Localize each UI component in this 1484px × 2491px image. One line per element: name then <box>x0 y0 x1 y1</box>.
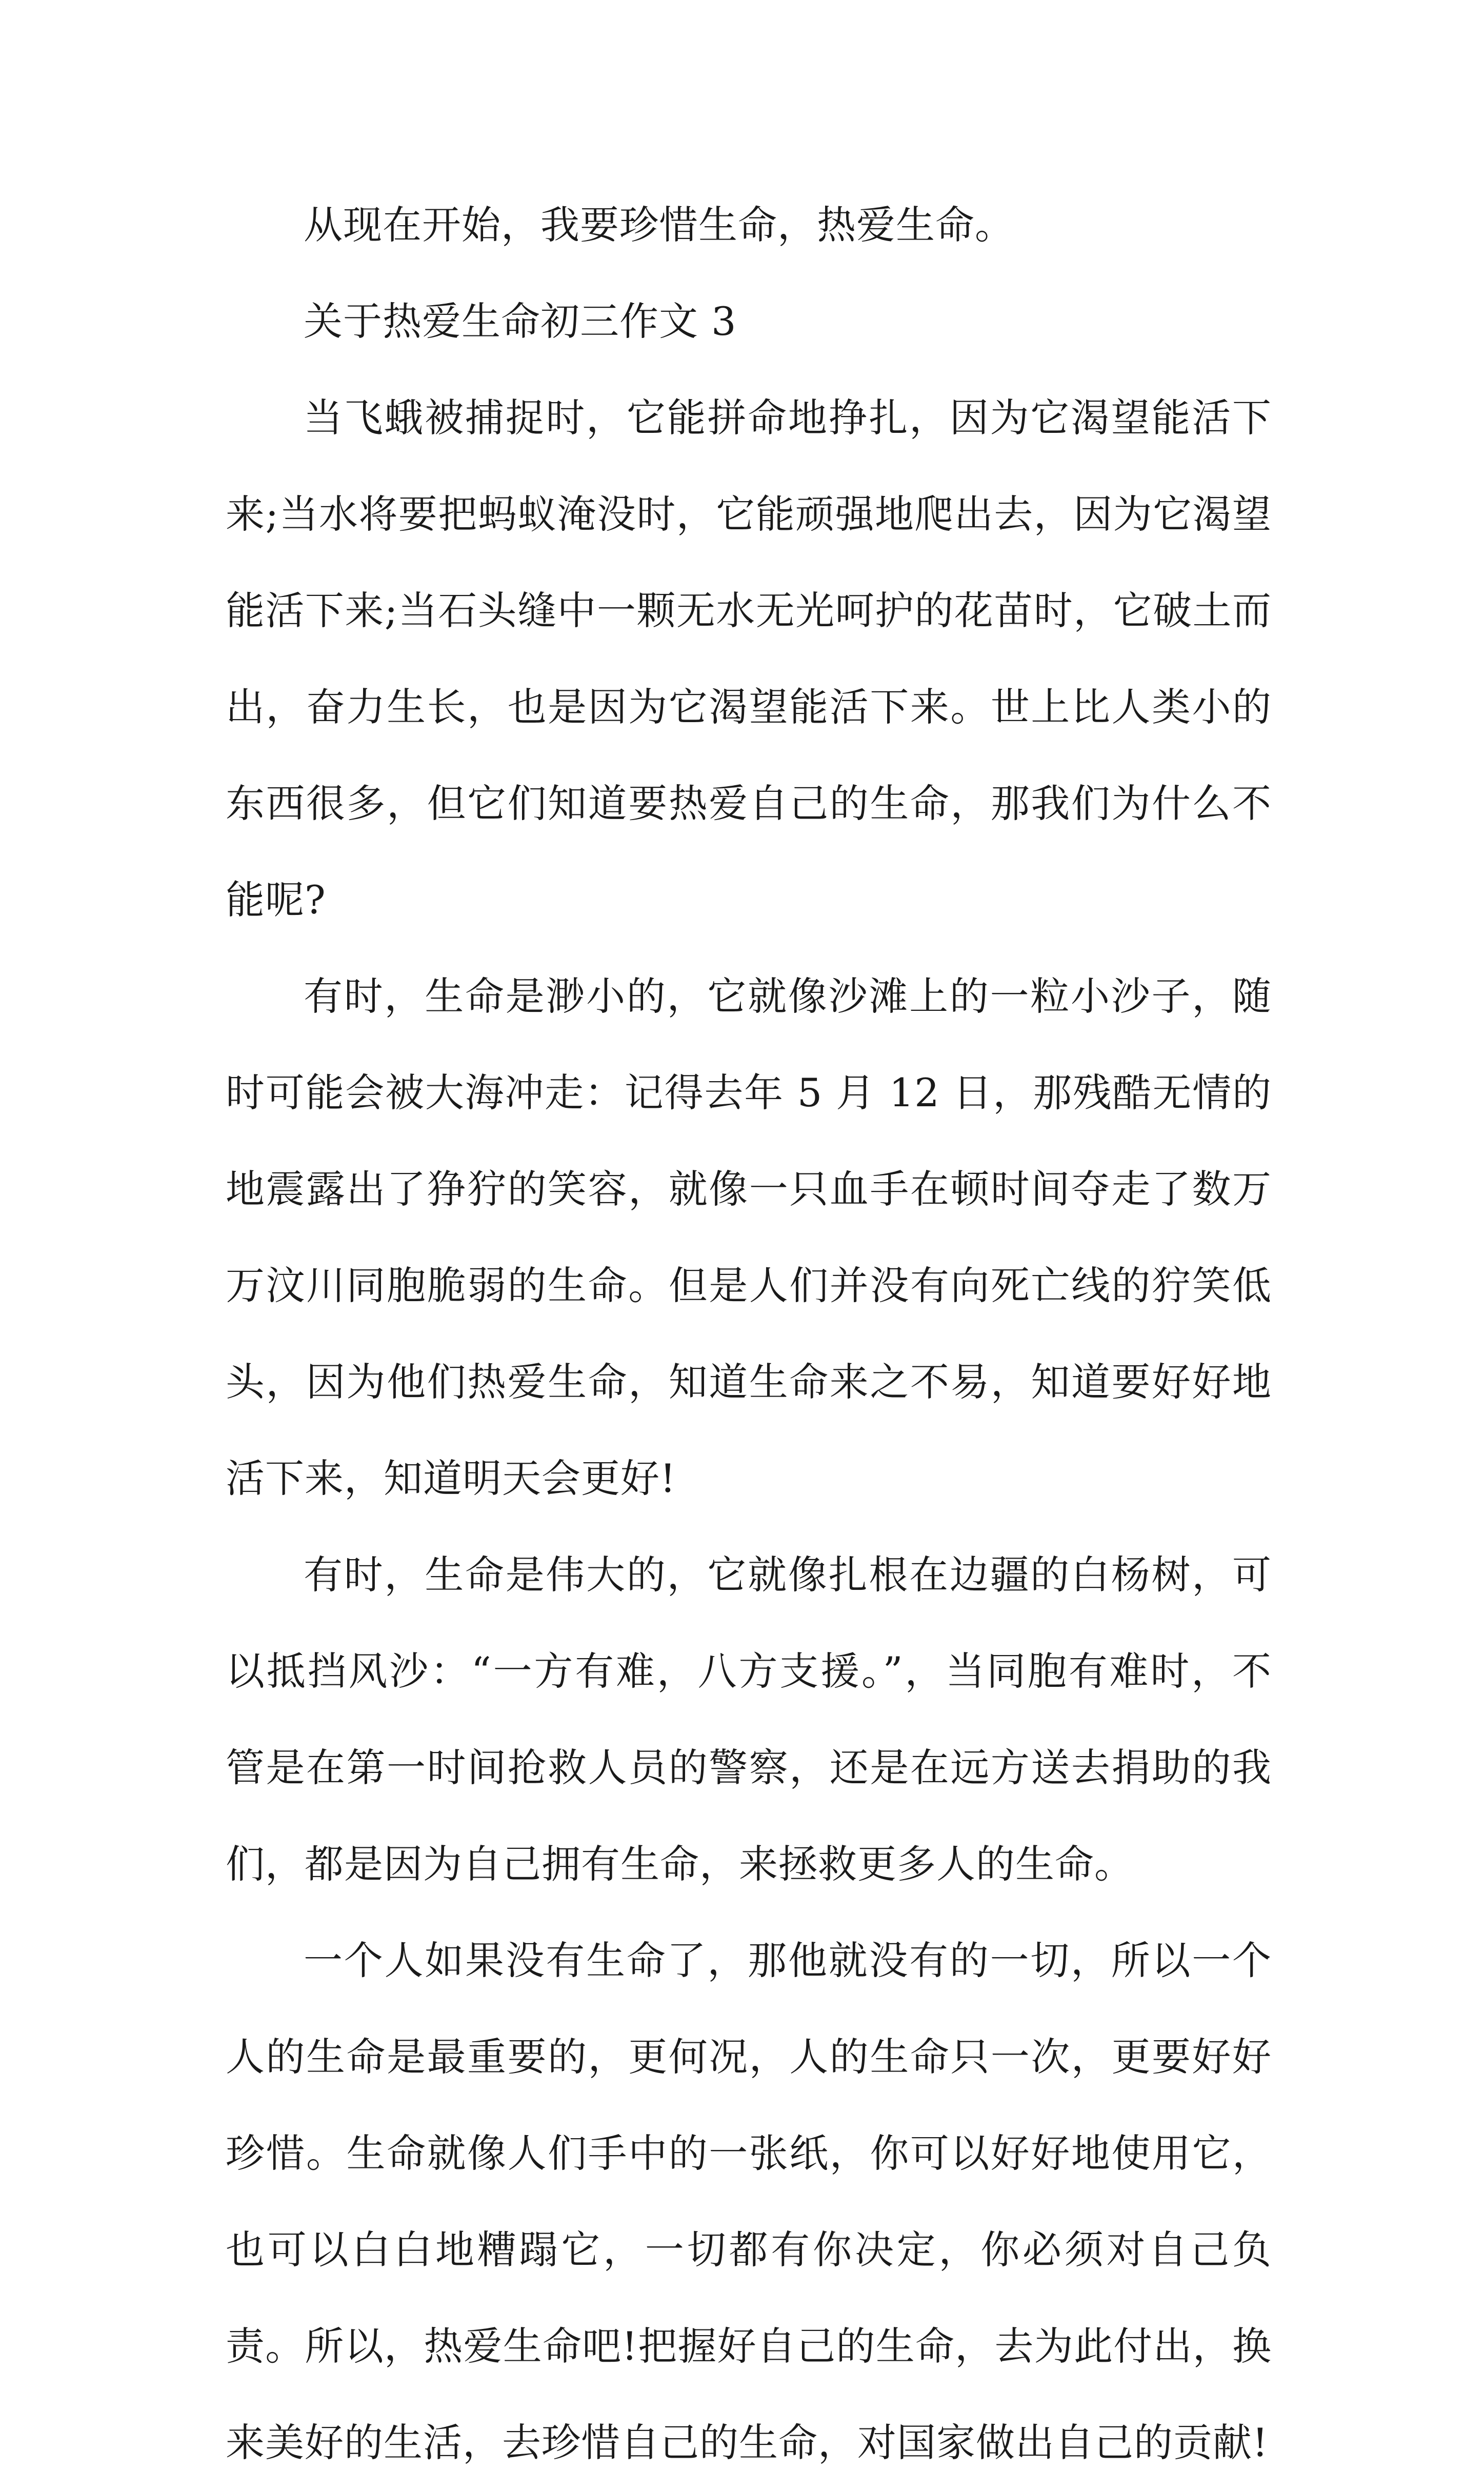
essay-title: 关于热爱生命初三作文 3 <box>304 298 737 344</box>
paragraph-moth-ant-seedling: 当飞蛾被捕捉时，它能拼命地挣扎，因为它渴望能活下来;当水将要把蚂蚁淹没时，它能顽强地爬出去，因为它渴望能活下来;当石头缝中一颗无水无光呵护的花苗时，它破土而出，奋力生长，也是因为它渴望能活下来。世上比人类小的东西很多，但它们知道要热爱自己的生命，那我们为什么不能呢? <box>226 395 1272 923</box>
paragraph-life-is-great: 有时，生命是伟大的，它就像扎根在边疆的白杨树，可以抵挡风沙：“一方有难，八方支援。”，当同胞有难时，不管是在第一时间抢救人员的警察，还是在远方送去捐助的我们，都是因为自己拥有生命，来拯救更多人的生命。 <box>226 1552 1272 1887</box>
paragraph-cherish-life: 一个人如果没有生命了，那他就没有的一切，所以一个人的生命是最重要的，更何况，人的生命只一次，更要好好珍惜。生命就像人们手中的一张纸，你可以好好地使用它，也可以白白地糟蹋它，一切都有你决定，你必须对自己负责。所以，热爱生命吧!把握好自己的生命，去为此付出，换来美好的生活，去珍惜自己的生命，对国家做出自己的贡献! <box>226 1938 1272 2465</box>
paragraph-life-is-small: 有时，生命是渺小的，它就像沙滩上的一粒小沙子，随时可能会被大海冲走：记得去年 5 月 12 日，那残酷无情的地震露出了狰狞的笑容，就像一只血手在顿时间夺走了数万万汶川同胞脆弱的生命。但是人们并没有向死亡线的狞笑低头，因为他们热爱生命，知道生命来之不易，知道要好好地活下来，知道明天会更好! <box>226 973 1272 1501</box>
document-body <box>226 177 1272 2491</box>
paragraph-closing-line: 从现在开始，我要珍惜生命，热爱生命。 <box>304 202 1014 248</box>
